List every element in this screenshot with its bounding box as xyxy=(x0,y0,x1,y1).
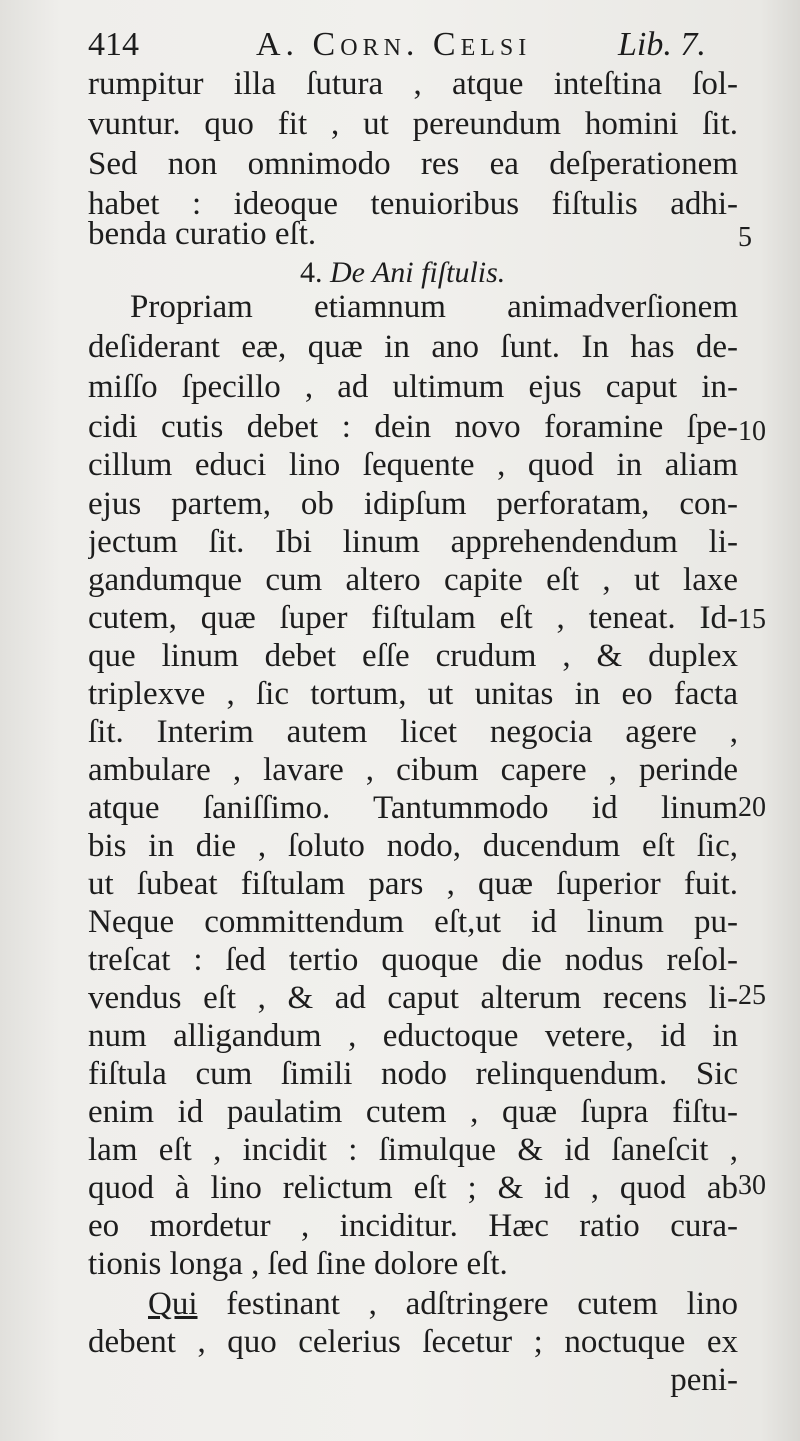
text-line: vendus eſt , & ad caput alterum recens li- xyxy=(88,980,738,1016)
text-line: bis in die , ſoluto nodo, ducendum eſt ſic, xyxy=(88,828,738,864)
text-line: cillum educi lino ſequente , quod in aliam xyxy=(88,447,738,483)
text-line: que linum debet eſſe crudum , & duplex xyxy=(88,638,738,674)
text-line: cutem, quæ ſuper fiſtulam eſt , teneat. Id- xyxy=(88,600,738,636)
margin-line-number: 5 xyxy=(738,222,752,253)
text-line: debent , quo celerius ſecetur ; noctuque ex xyxy=(88,1324,738,1360)
text-line: tionis longa , ſed ſine dolore eſt. xyxy=(88,1246,508,1282)
text-line: deſiderant eæ, quæ in ano ſunt. In has de- xyxy=(88,329,738,365)
text-line: lam eſt , incidit : ſimulque & id ſaneſcit , xyxy=(88,1132,738,1168)
catchword: peni- xyxy=(670,1362,738,1398)
text-line: vuntur. quo fit , ut pereundum homini ſit. xyxy=(88,106,738,142)
text-line: ut ſubeat fiſtulam pars , quæ ſuperior fuit. xyxy=(88,866,738,902)
text-line: treſcat : ſed tertio quoque die nodus reſol- xyxy=(88,942,738,978)
text-line: num alligandum , eductoque vetere, id in xyxy=(88,1018,738,1054)
margin-line-number: 30 xyxy=(738,1170,766,1201)
text-line: quod à lino relictum eſt ; & id , quod ab xyxy=(88,1170,738,1206)
margin-line-number: 25 xyxy=(738,980,766,1011)
text-line: enim id paulatim cutem , quæ ſupra fiſtu- xyxy=(88,1094,738,1130)
text-line: habet : ideoque tenuioribus fiſtulis adhi- xyxy=(88,186,738,222)
text-line: rumpitur illa ſutura , atque inteſtina ſol- xyxy=(88,66,738,102)
paragraph-first-line: Propriam etiamnum animadverſionem xyxy=(130,289,738,325)
margin-line-number: 20 xyxy=(738,792,766,823)
text-line: triplexve , ſic tortum, ut unitas in eo facta xyxy=(88,676,738,712)
text-line: benda curatio eſt. xyxy=(88,216,317,252)
text-line: Sed non omnimodo res ea deſperationem xyxy=(88,146,738,182)
line-remainder: festinant , adſtringere cutem lino xyxy=(226,1286,738,1322)
text-line: ſit. Interim autem licet negocia agere , xyxy=(88,714,738,750)
text-line: miſſo ſpecillo , ad ultimum ejus caput in- xyxy=(88,369,738,405)
book-reference: Lib. 7. xyxy=(618,26,706,63)
text-line: cidi cutis debet : dein novo foramine ſpe- xyxy=(88,409,738,445)
text-line: ambulare , lavare , cibum capere , perinde xyxy=(88,752,738,788)
text-line: gandumque cum altero capite eſt , ut laxe xyxy=(88,562,738,598)
text-line: Neque committendum eſt,ut id linum pu- xyxy=(88,904,738,940)
margin-line-number: 15 xyxy=(738,604,766,635)
text-line: atque ſaniſſimo. Tantummodo id linum xyxy=(88,790,738,826)
text-line: jectum ſit. Ibi linum apprehendendum li- xyxy=(88,524,738,560)
section-title: De Ani fiſtulis. xyxy=(330,256,506,289)
running-title: A. Corn. Celsi xyxy=(256,26,532,63)
underlined-word: Qui xyxy=(148,1286,198,1322)
text-line: fiſtula cum ſimili nodo relinquendum. Sic xyxy=(88,1056,738,1092)
page-number: 414 xyxy=(88,26,139,63)
text-line: eo mordetur , inciditur. Hæc ratio cura- xyxy=(88,1208,738,1244)
text-line: ejus partem, ob idipſum perforatam, con- xyxy=(88,486,738,522)
section-number: 4. xyxy=(300,256,323,289)
margin-line-number: 10 xyxy=(738,416,766,447)
